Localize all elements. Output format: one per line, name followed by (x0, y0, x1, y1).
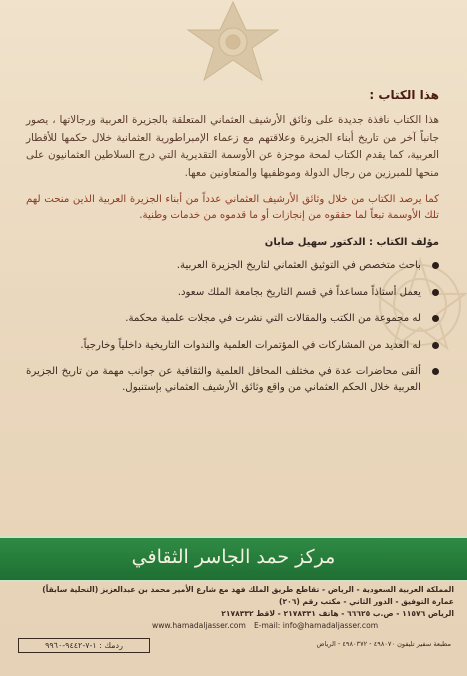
author-bullet (26, 311, 439, 327)
isbn-box: ردمك : ١-٧-٩٤٤٢-٩٩٦٠ (18, 638, 150, 653)
address-line-1: المملكة العربية السعودية - الرياض - تقاطع طريق الملك فهد مع شارع الأمير محمد بن عبدالعزيز (التحلية سابقاً) (42, 585, 454, 594)
author-bullet (26, 364, 439, 395)
address-line-3: الرياض ١١٥٧٦ - ص.ب ٦٦٦٢٥ - هاتف ٢١٧٨٣٣١ - لاقط ٢١٧٨٣٣٢ (221, 609, 454, 618)
bullet-dot-icon (432, 289, 439, 296)
publisher-name: مركز حمد الجاسر الثقافي (131, 546, 336, 568)
website-link[interactable]: www.hamadaljasser.com (152, 621, 246, 630)
author-bullet-text: باحث متخصص في التوثيق العثماني لتاريخ الجزيرة العربية. (176, 260, 421, 271)
ornamental-star-emblem-icon (168, 0, 298, 90)
section-title: هذا الكتاب : (369, 88, 439, 102)
author-bullet (26, 285, 439, 301)
author-bullet-list (26, 258, 439, 395)
bullet-dot-icon (432, 262, 439, 269)
publisher-address (14, 584, 454, 620)
email-link[interactable]: E-mail: info@hamadaljasser.com (254, 621, 379, 630)
description-paragraph-1: هذا الكتاب نافذة جديدة على وثائق الأرشيف العثماني المتعلقة بالجزيرة العربية ورجالاتها ، يصور جانباً آخر من تاريخ أبناء الجزيرة وعلاقتهم مع زعماء الإمبراطورية العثمانية خلال حكمها للأقطار العربية، كما يقدم الكتاب لمحة موجزة عن الأوسمة التقديرية التي درج السلاطين العثمانيون على منحها للمبرزين من رجال الدولة وموظفيها والمتعاونين معها. (26, 114, 439, 179)
address-line-2: عمارة التوفيق - الدور الثاني - مكتب رقم (٢٠٦) (279, 597, 454, 606)
author-bullet-text: ألقى محاضرات عدة في مختلف المحافل العلمية والثقافية عن جوانب مهمة من تاريخ الجزيرة العربية خلال الحكم العثماني من واقع وثائق الأرشيف العثماني بإستنبول. (26, 366, 421, 393)
author-bullet-text: له مجموعة من الكتب والمقالات التي نشرت في مجلات علمية محكمة. (125, 313, 421, 324)
bullet-dot-icon (432, 368, 439, 375)
author-bullet (26, 338, 439, 354)
printer-info: مطبعة سفير تليفون ٤٩٨٠٧٠ - ٤٩٨٠٣٧٢ - الرياض (316, 640, 451, 648)
author-bullet-text: يعمل أستاذاً مساعداً في قسم التاريخ بجامعة الملك سعود. (177, 286, 421, 298)
author-line: مؤلف الكتاب : الدكتور سهيل صابان (264, 237, 439, 248)
bullet-dot-icon (432, 315, 439, 322)
description-paragraph-2: كما يرصد الكتاب من خلال وثائق الأرشيف العثماني عدداً من أبناء الجزيرة العربية الذين منحت لهم تلك الأوسمة تبعاً لما حققوه من إنجازات أو ما قدموه من خدمات وطنية. (26, 194, 439, 221)
publisher-band (0, 536, 467, 582)
book-description (26, 88, 439, 406)
author-bullet-text: له العديد من المشاركات في المؤتمرات العلمية والندوات التاريخية داخلياً وخارجياً. (80, 339, 421, 351)
bullet-dot-icon (432, 342, 439, 349)
author-bullet (26, 258, 439, 274)
